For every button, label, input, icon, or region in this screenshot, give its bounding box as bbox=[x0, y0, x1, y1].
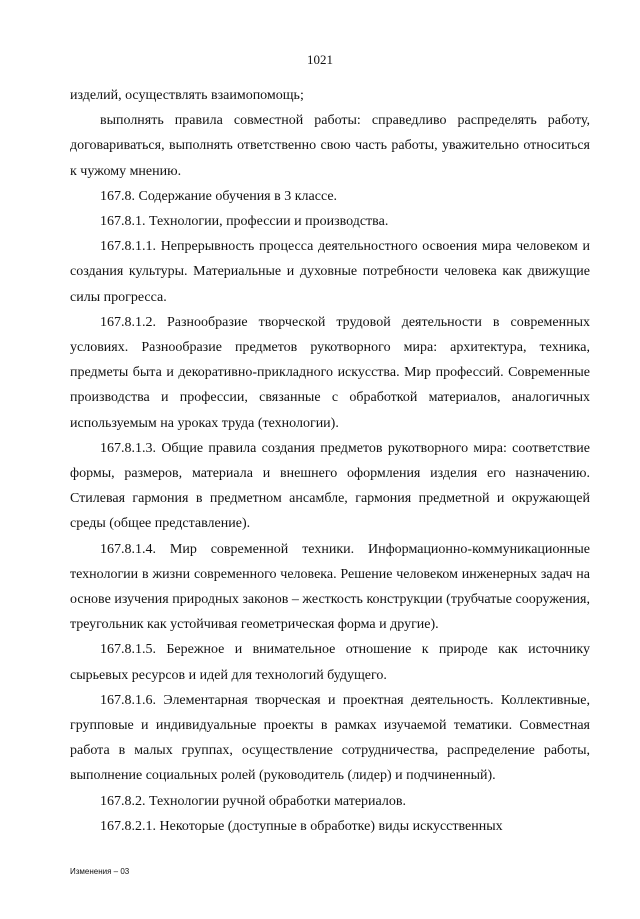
section-heading-167-8-2: 167.8.2. Технологии ручной обработки материалов. bbox=[100, 793, 406, 809]
paragraph-167-8-2-1: 167.8.2.1. Некоторые (доступные в обработке) виды искусственных bbox=[100, 818, 503, 834]
document-body bbox=[70, 83, 590, 839]
paragraph-167-8-1-6: 167.8.1.6. Элементарная творческая и проектная деятельность. Коллективные, групповые и индивидуальные проекты в рамках изучаемой тематики. Совместная работа в малых группах, осуществление сотрудничества, распределение работы, выполнение социальных ролей (руководитель (лидер) и подчиненный). bbox=[70, 692, 590, 784]
paragraph-continuation: изделий, осуществлять взаимопомощь; bbox=[70, 88, 304, 103]
paragraph-cooperation-rules: выполнять правила совместной работы: справедливо распределять работу, договариваться, выполнять ответственно свою часть работы, уважительно относиться к чужому мнению. bbox=[70, 113, 590, 179]
paragraph-167-8-1-4: 167.8.1.4. Мир современной техники. Информационно-коммуникационные технологии в жизни современного человека. Решение человеком инженерных задач на основе изучения природных законов – жесткость конструкции (трубчатые сооружения, треугольник как устойчивая геометрическая форма и другие). bbox=[70, 541, 590, 633]
section-heading-167-8-1: 167.8.1. Технологии, профессии и производства. bbox=[100, 214, 389, 230]
paragraph-167-8-1-5: 167.8.1.5. Бережное и внимательное отношение к природе как источнику сырьевых ресурсов и идей для технологий будущего. bbox=[70, 642, 590, 683]
paragraph-167-8-1-3: 167.8.1.3. Общие правила создания предметов рукотворного мира: соответствие формы, размеров, материала и внешнего оформления изделия его назначению. Стилевая гармония в предметном ансамбле, гармония предметной и окружающей среды (общее представление). bbox=[70, 440, 590, 532]
page-number: 1021 bbox=[307, 52, 333, 67]
paragraph-167-8-1-1: 167.8.1.1. Непрерывность процесса деятельностного освоения мира человеком и создания культуры. Материальные и духовные потребности человека как движущие силы прогресса. bbox=[70, 239, 590, 305]
page-footer: Изменения – 03 bbox=[70, 867, 130, 876]
paragraph-167-8-1-2: 167.8.1.2. Разнообразие творческой трудовой деятельности в современных условиях. Разнообразие предметов рукотворного мира: архитектура, техника, предметы быта и декоративно-прикладного искусства. Мир профессий. Современные производства и профессии, связанные с обработкой материалов, аналогичных используемым на уроках труда (технологии). bbox=[70, 314, 590, 431]
section-heading-167-8: 167.8. Содержание обучения в 3 классе. bbox=[100, 188, 338, 204]
